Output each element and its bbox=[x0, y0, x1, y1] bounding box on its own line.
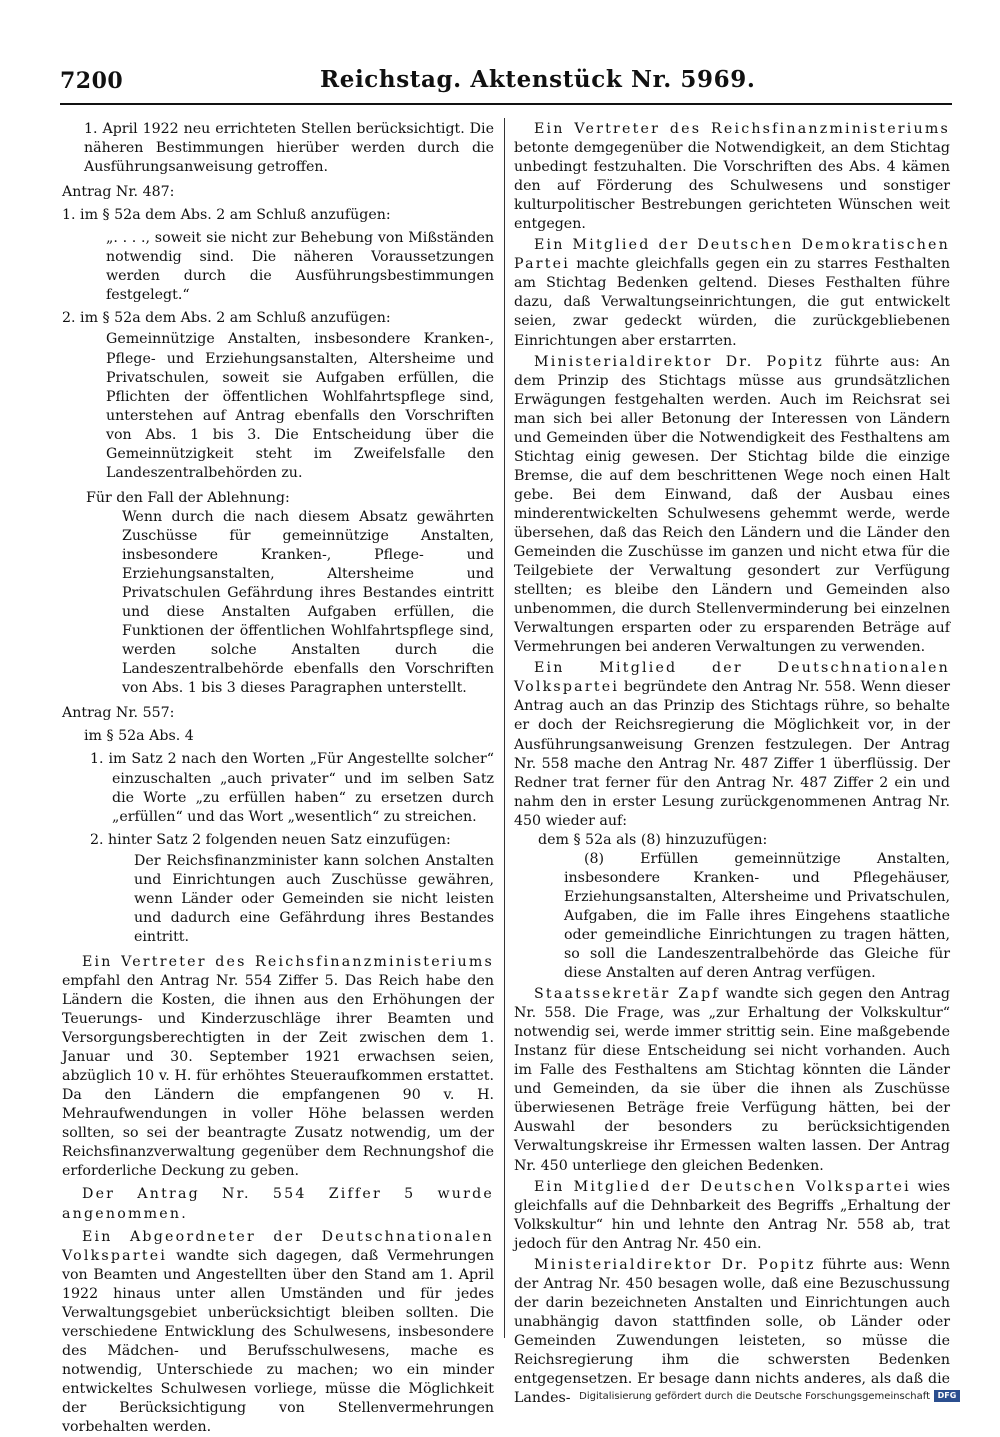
paragraph-text: wandte sich dagegen, daß Vermehrungen von Beamten und Angestellten über den Stand am 1. April 1922 hinaus unter allen Umständen und für jedes Verwaltungsgebiet unberücksichtigt bleiben sollten. Die verschiedene Entwicklung des Schulwesens, insbesondere des Mädchen- und Berufsschulwesens, mache es notwendig, Unterschiede zu machen; wo ein minder entwickeltes Schulwesen vorliege, müsse die Möglichkeit der Berücksichtigung von Stellenvermehrungen vorbehalten werden. bbox=[62, 1247, 494, 1436]
paragraph bbox=[62, 953, 494, 1182]
quote-block: Gemeinnützige Anstalten, insbesondere Kranken-, Pflege- und Erziehungsanstalten, Altersheime und Privatschulen, soweit sie Aufgaben erfüllen, die Pflichten der öffentlichen Wohlfahrtspflege sind, unterstehen auf Antrag ebenfalls den Vorschriften von Abs. 1 bis 3. Die Entscheidung über die Gemeinnützigkeit steht im Zweifelsfalle den Landeszentralbehörden zu. bbox=[106, 331, 494, 481]
list-item: 2. im § 52a dem Abs. 2 am Schluß anzufügen: bbox=[62, 310, 391, 327]
speaker: Ministerialdirektor Dr. Popitz bbox=[534, 353, 824, 370]
paragraph bbox=[514, 353, 950, 658]
speaker: Staatssekretär Zapf bbox=[534, 986, 720, 1003]
speaker: Ein Mitglied der Deutschen Volkspartei bbox=[534, 1178, 911, 1195]
quote-block: „. . . ., soweit sie nicht zur Behebung von Mißständen notwendig sind. Die näheren Voraussetzungen werden durch die Ausführungsbestimmungen festgelegt.“ bbox=[106, 230, 494, 304]
header-rule bbox=[60, 103, 952, 105]
subheading: Für den Fall der Ablehnung: bbox=[86, 489, 290, 506]
right-column bbox=[514, 120, 950, 1408]
paragraph: Der Antrag Nr. 554 Ziffer 5 wurde angenommen. bbox=[62, 1186, 494, 1222]
left-column bbox=[62, 120, 494, 1437]
paragraph bbox=[514, 659, 950, 830]
column-divider bbox=[504, 118, 505, 1338]
credit-text: Digitalisierung gefördert durch die Deutsche Forschungsgemeinschaft bbox=[579, 1390, 930, 1402]
dfg-logo: DFG bbox=[934, 1390, 960, 1402]
paragraph-text: begründete den Antrag Nr. 558. Wenn dieser Antrag auch an das Prinzip des Stichtags rühre, so behalte er doch der Reichsregierung die Möglichkeit vor, in der Ausführungsanweisung Grenzen festzulegen. Der Antrag Nr. 558 mache den Antrag Nr. 487 Ziffer 1 überflüssig. Der Redner trat ferner für den Antrag Nr. 487 Ziffer 2 ein und nahm den in erster Lesung zurückgenommenen Antrag Nr. 450 wieder auf: bbox=[514, 679, 950, 829]
paragraph bbox=[514, 236, 950, 350]
speaker: Ein Mitglied der Deutschen Demokratischen Partei bbox=[514, 237, 950, 273]
paragraph-text: wies gleichfalls auf die Dehnbarkeit des Begriffs „Erhaltung der Volkskultur“ hin und lehnte den Antrag Nr. 558 ab, trat jedoch für den Antrag Nr. 450 ein. bbox=[514, 1178, 950, 1252]
motion-heading: Antrag Nr. 557: bbox=[62, 705, 175, 722]
quote-block: Der Reichsfinanzminister kann solchen Anstalten und Einrichtungen auch Zuschüsse gewähren, wenn Länder oder Gemeinden sie nicht leisten und dadurch eine Gefährdung ihres Bestandes eintritt. bbox=[134, 852, 494, 945]
speaker: Ministerialdirektor Dr. Popitz bbox=[534, 1256, 816, 1273]
paragraph: im § 52a Abs. 4 bbox=[84, 728, 194, 745]
paragraph-text: führte aus: An dem Prinzip des Stichtags müsse aus grundsätzlichen Erwägungen festgehalten werden. Auch im Reichsrat sei man sich bei aller Betonung der Interessen von Ländern und Gemeinden über die Notwendigkeit des Festhaltens am Stichtag einig gewesen. Der Stichtag bilde die einzige Bremse, die auf dem beschrittenen Wege noch einen Halt gebe. Bei dem Einwand, daß der Ausbau eines minderentwickelten Schulwesens gehemmt werde, werde übersehen, daß das Reich den Ländern und die Länder den Gemeinden die Zuschüsse im ganzen und nicht etwa für die Teilgebiete der Verwaltung gesondert zur Verfügung stellten; es bleibe den Ländern und Gemeinden also unbenommen, die durch Stellenverminderung bei einzelnen Verwaltungen ersparten oder zu ersparenden Beträge auf Vermehrungen bei anderen Verwaltungen zu verwenden. bbox=[514, 353, 950, 656]
paragraph-text: betonte demgegenüber die Notwendigkeit, an dem Stichtag unbedingt festzuhalten. Die Vorschriften des Abs. 4 kämen den auf Förderung des Schulwesens und sonstiger kulturpolitischer Bestrebungen gerichteten Wünschen weit entgegen. bbox=[514, 140, 950, 233]
list-item: 2. hinter Satz 2 folgenden neuen Satz einzufügen: bbox=[90, 831, 451, 848]
paragraph-text: führte aus: Wenn der Antrag Nr. 450 besagen wolle, daß eine Bezuschussung der darin bezeichneten Anstalten und Einrichtungen auch unabhängig davon stattfinden solle, ob Länder oder Gemeinden Zuwendungen leisteten, so müsse die Reichsregierung ihm die schwersten Bedenken entgegensetzen. Er besage dann nichts anderes, als daß die Landes- bbox=[514, 1256, 950, 1407]
paragraph: dem § 52a als (8) hinzuzufügen: bbox=[538, 831, 768, 848]
paragraph bbox=[514, 985, 950, 1175]
quote-block: Wenn durch die nach diesem Absatz gewährten Zuschüsse für gemeinnützige Anstalten, insbesondere Kranken-, Pflege- und Erziehungsanstalten, Altersheime und Privatschulen Gefährdung ihres Bestandes eintritt und diese Anstalten Aufgaben erfüllen, die Funktionen der öffentlichen Wohlfahrtspflege sind, werden solche Anstalten durch die Landeszentralbehörde ebenfalls den Vorschriften von Abs. 1 bis 3 dieses Paragraphen unterstellt. bbox=[122, 508, 494, 697]
running-head: Reichstag. Aktenstück Nr. 5969. bbox=[320, 66, 756, 93]
paragraph-text: wandte sich gegen den Antrag Nr. 558. Die Frage, was „zur Erhaltung der Volkskultur“ notwendig sei, werde immer strittig sein. Eine maßgebende Instanz für diese Entscheidung sei nicht vorhanden. Auch im Falle des Festhaltens am Stichtag könnten die Länder und Gemeinden, da sie über die ihnen als Zuschüsse überwiesenen Beträge freie Verfügung hätten, bei der Auswahl der besonders zu berücksichtigenden Verwaltungskreise ihr Ermessen walten lassen. Der Antrag Nr. 450 unterliege den gleichen Bedenken. bbox=[514, 986, 950, 1174]
paragraph bbox=[514, 1178, 950, 1254]
paragraph: 1. April 1922 neu errichteten Stellen berücksichtigt. Die näheren Bestimmungen hierüber werden durch die Ausführungsanweisung getroffen. bbox=[84, 121, 494, 176]
speaker: Ein Vertreter des Reichsfinanzministeriums bbox=[534, 121, 950, 137]
digitization-credit bbox=[579, 1390, 960, 1402]
speaker: Ein Mitglied der Deutschnationalen Volkspartei bbox=[514, 660, 950, 696]
paragraph bbox=[514, 1256, 950, 1408]
paragraph-text: empfahl den Antrag Nr. 554 Ziffer 5. Das Reich habe den Ländern die Kosten, die ihnen aus den Erhöhungen der Teuerungs- und Kinderzuschläge ihrer Beamten und Versorgungsberechtigten in der Zeit zwischen dem 1. Januar und 30. September 1921 erwachsen seien, abzüglich 10 v. H. für erhöhtes Steueraufkommen erstattet. Da den Ländern die empfangenen 90 v. H. Mehraufwendungen in voller Höhe belassen werden sollten, so sei der beantragte Zusatz notwendig, um der Reichsfinanzverwaltung gegenüber dem Rechnungshof die erforderliche Deckung zu geben. bbox=[62, 972, 494, 1180]
paragraph bbox=[514, 120, 950, 234]
motion-heading: Antrag Nr. 487: bbox=[62, 184, 175, 201]
speaker: Ein Vertreter des Reichsfinanzministeriums bbox=[82, 953, 494, 970]
page-number: 7200 bbox=[60, 68, 124, 94]
quote-block: (8) Erfüllen gemeinnützige Anstalten, insbesondere Kranken- und Pflegehäuser, Erziehungsanstalten, Altersheime und Privatschulen, Aufgaben, die im Falle ihres Eingehens staatliche oder gemeindliche Einrichtungen zu tragen hätten, so soll die Landeszentralbehörde das Gleiche für diese Anstalten auf deren Antrag verfügen. bbox=[564, 850, 950, 982]
list-item: 1. im Satz 2 nach den Worten „Für Angestellte solcher“ einzuschalten „auch privater“ und im selben Satz die Worte „zu erfüllen haben“ zu ersetzen durch „erfüllen“ und das Wort „wesentlich“ zu streichen. bbox=[90, 751, 494, 825]
list-item: 1. im § 52a dem Abs. 2 am Schluß anzufügen: bbox=[62, 207, 391, 224]
paragraph-text: machte gleichfalls gegen ein zu starres Festhalten am Stichtag Bedenken geltend. Dieses Festhalten führe dazu, daß Verwaltungseinrichtungen, die gut entwickelt seien, zwar gedeckt würden, die zurückgebliebenen Einrichtungen aber erstarrten. bbox=[514, 256, 950, 349]
speaker: Ein Abgeordneter der Deutschnationalen Volkspartei bbox=[62, 1228, 494, 1264]
paragraph bbox=[62, 1228, 494, 1437]
